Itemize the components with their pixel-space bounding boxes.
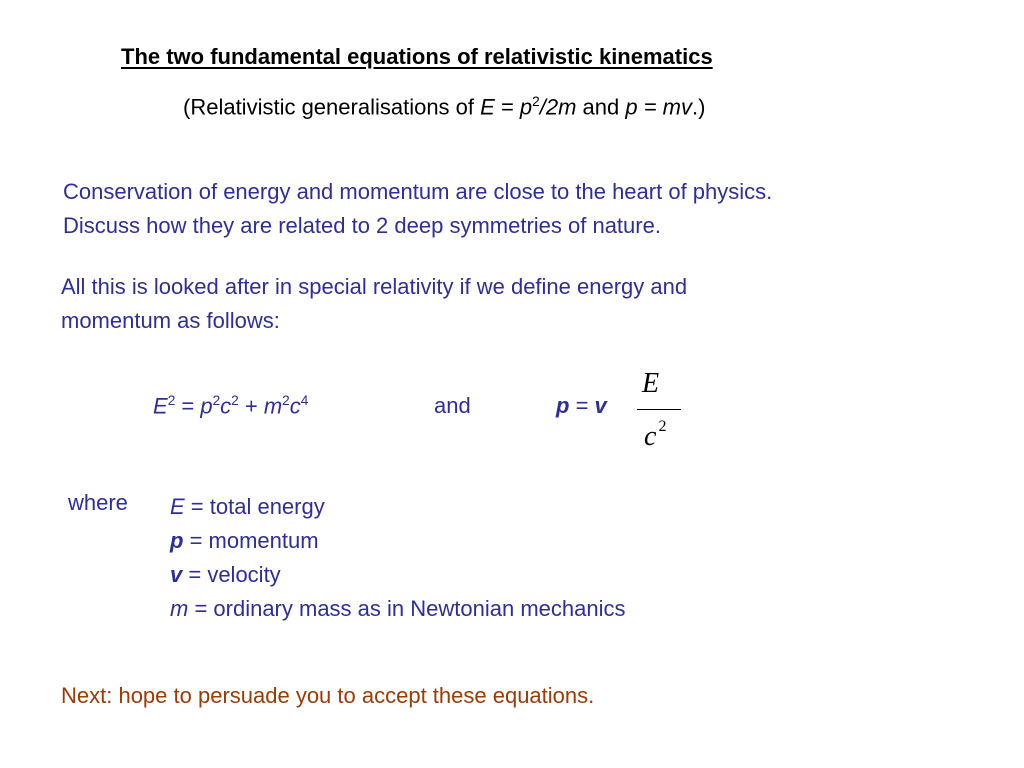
paragraph-sr-line1: All this is looked after in special relativity if we define energy and xyxy=(61,274,688,299)
paragraph-sr-line2: momentum as follows: xyxy=(61,308,280,333)
paragraph-conservation-line1: Conservation of energy and momentum are close to the heart of physics. xyxy=(63,179,773,204)
subtitle-eq2: p = mv xyxy=(625,94,692,120)
subtitle xyxy=(183,94,705,120)
definition-text: = ordinary mass as in Newtonian mechanics xyxy=(188,596,626,621)
subtitle-eq1-p: p xyxy=(519,94,533,120)
subtitle-and: and xyxy=(576,94,626,120)
momentum-equation xyxy=(556,393,607,419)
where-label: where xyxy=(68,490,128,515)
fraction-denominator xyxy=(644,417,667,453)
page-title: The two fundamental equations of relativistic kinematics xyxy=(121,44,713,69)
subtitle-suffix: .) xyxy=(692,94,706,120)
eq-equals: = xyxy=(175,393,201,419)
eq-p: p xyxy=(200,393,213,419)
definition-symbol: E xyxy=(170,494,185,519)
subtitle-eq1-e: E xyxy=(480,94,495,120)
fraction-bar xyxy=(637,409,681,410)
subtitle-eq1-exp: 2 xyxy=(532,94,540,109)
definition-velocity xyxy=(170,558,625,592)
eq-c1: c xyxy=(220,393,232,419)
definition-symbol: p xyxy=(170,528,184,553)
paragraph-special-relativity xyxy=(61,270,687,338)
fraction-denominator-c: c xyxy=(644,421,657,452)
definition-symbol: m xyxy=(170,596,189,621)
next-note: Next: hope to persuade you to accept these equations. xyxy=(61,683,595,708)
definitions-list xyxy=(170,490,625,626)
energy-equation xyxy=(153,393,308,419)
momentum-v: v xyxy=(594,393,607,418)
eq-m: m xyxy=(263,393,283,419)
paragraph-conservation xyxy=(63,175,772,243)
fraction-denominator-exp: 2 xyxy=(658,417,667,435)
definition-momentum xyxy=(170,524,625,558)
eq-c2: c xyxy=(289,393,301,419)
and-word: and xyxy=(434,393,471,418)
definition-text: = velocity xyxy=(182,562,281,587)
subtitle-prefix: (Relativistic generalisations of xyxy=(183,94,481,120)
definition-text: = momentum xyxy=(183,528,319,553)
eq-c2-exp: 4 xyxy=(300,393,309,408)
definition-mass xyxy=(170,592,625,626)
paragraph-conservation-line2: Discuss how they are related to 2 deep symmetries of nature. xyxy=(63,213,661,238)
subtitle-eq1-mid: = xyxy=(494,94,520,120)
definition-energy xyxy=(170,490,625,524)
eq-E-exp: 2 xyxy=(167,393,176,408)
eq-c1-exp: 2 xyxy=(231,393,239,408)
eq-p-exp: 2 xyxy=(212,393,221,408)
momentum-p: p xyxy=(556,393,570,418)
fraction-numerator: E xyxy=(642,368,660,399)
definition-symbol: v xyxy=(170,562,183,587)
eq-m-exp: 2 xyxy=(282,393,290,408)
definition-text: = total energy xyxy=(184,494,325,519)
momentum-equals: = xyxy=(569,393,595,418)
eq-plus: + xyxy=(238,393,264,419)
subtitle-eq1-tail: /2m xyxy=(539,94,577,120)
eq-E: E xyxy=(153,393,168,419)
